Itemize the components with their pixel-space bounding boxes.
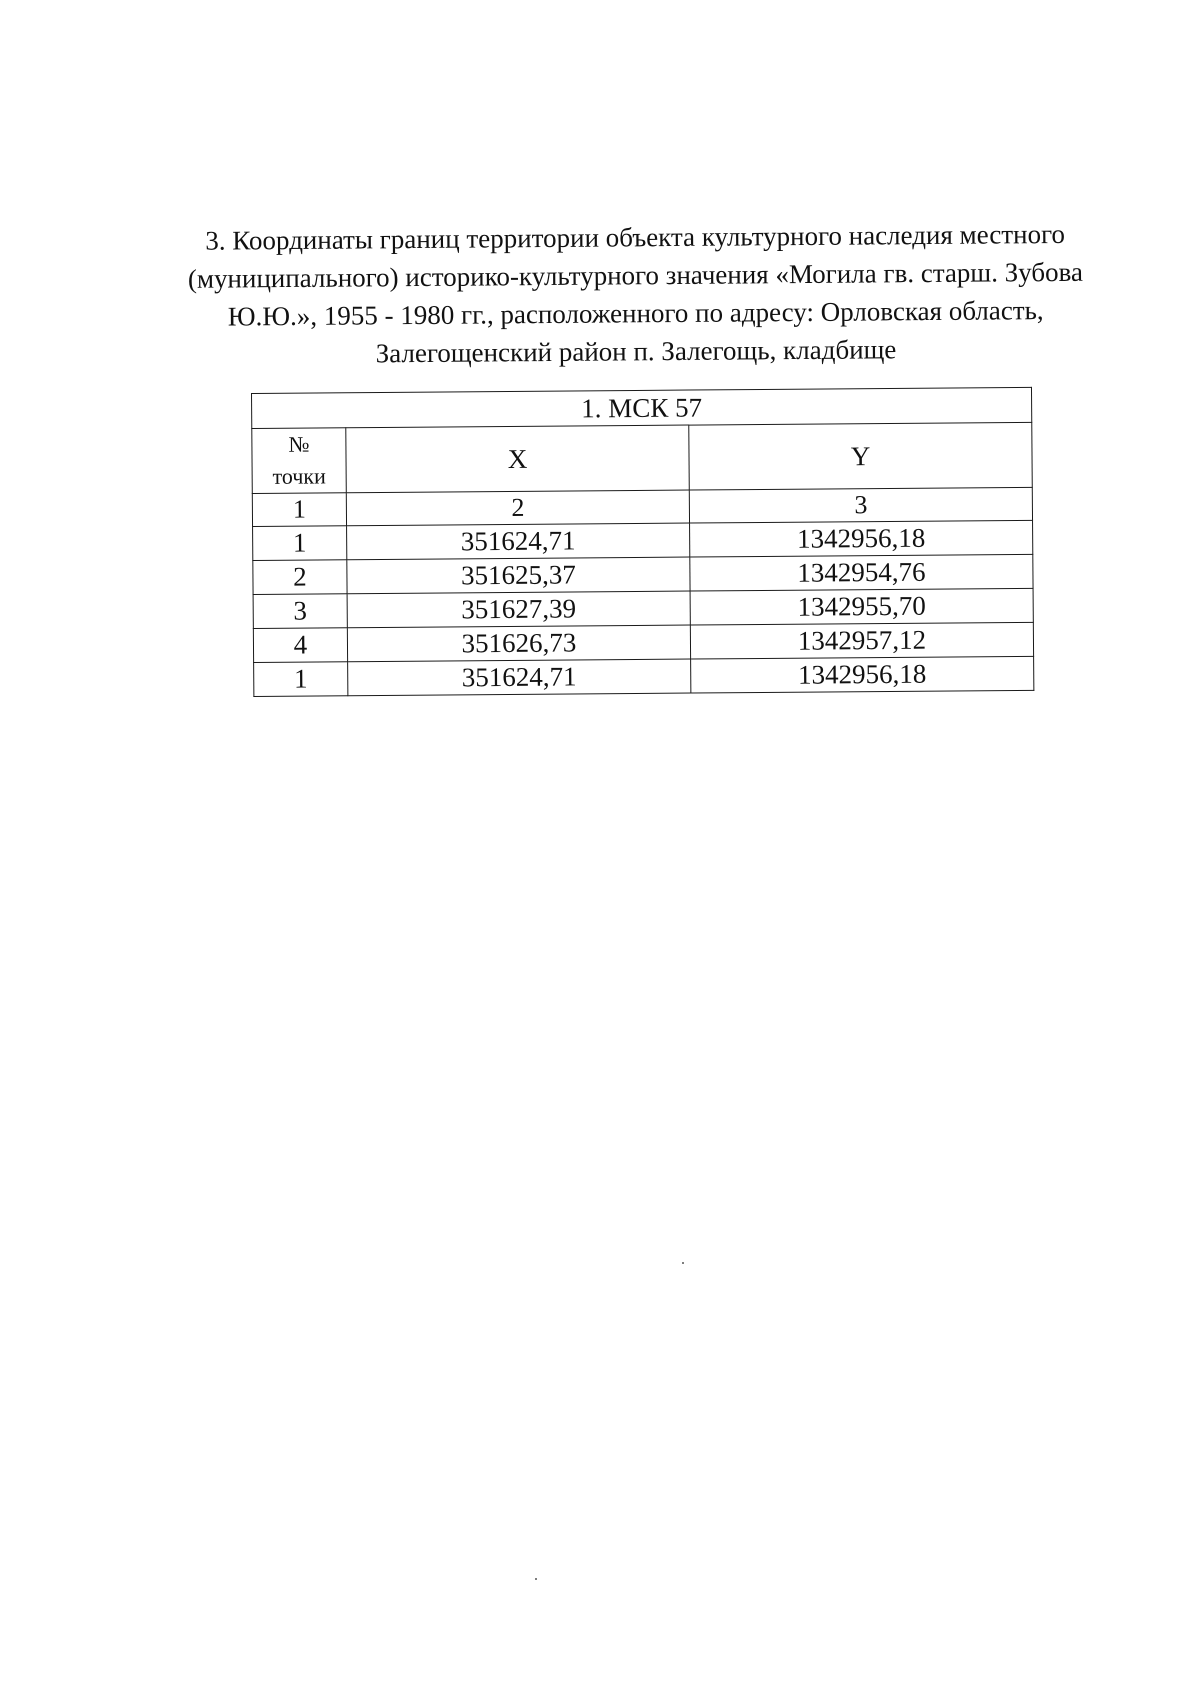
document-heading bbox=[165, 215, 1106, 374]
table-row bbox=[254, 656, 1034, 696]
heading-line-2: (муниципального) историко-культурного значения «Могила гв. старш. Зубова bbox=[187, 256, 1084, 294]
point-number-cell: 2 bbox=[253, 560, 347, 595]
x-coordinate-cell: 351627,39 bbox=[347, 591, 690, 628]
point-number-header-word: точки bbox=[272, 463, 326, 489]
x-coordinate-cell: 351624,71 bbox=[348, 659, 691, 696]
point-number-cell: 4 bbox=[253, 628, 347, 663]
heading-line-3: Ю.Ю.», 1955 - 1980 гг., расположенного по адресу: Орловская область, bbox=[227, 295, 1044, 332]
x-coordinate-cell: 351626,73 bbox=[347, 625, 690, 662]
column-index-cell: 3 bbox=[689, 487, 1032, 523]
column-index-cell: 2 bbox=[346, 490, 689, 526]
coordinates-table-wrapper bbox=[251, 387, 1033, 697]
scan-speck bbox=[682, 1262, 684, 1264]
table-header-row bbox=[252, 422, 1032, 493]
point-number-cell: 1 bbox=[254, 662, 348, 697]
x-column-header: X bbox=[346, 425, 689, 493]
column-index-cell: 1 bbox=[252, 493, 346, 527]
x-coordinate-cell: 351624,71 bbox=[347, 523, 690, 560]
scan-speck bbox=[535, 1578, 537, 1580]
point-number-cell: 3 bbox=[253, 594, 347, 629]
y-coordinate-cell: 1342956,18 bbox=[691, 656, 1034, 693]
point-number-header-symbol: № bbox=[288, 431, 310, 457]
coordinates-table bbox=[251, 387, 1034, 697]
y-column-header: Y bbox=[689, 422, 1032, 490]
y-coordinate-cell: 1342957,12 bbox=[690, 622, 1033, 659]
heading-line-1: 3. Координаты границ территории объекта культурного наследия местного bbox=[205, 218, 1066, 256]
point-number-header bbox=[252, 428, 347, 494]
y-coordinate-cell: 1342955,70 bbox=[690, 588, 1033, 625]
y-coordinate-cell: 1342956,18 bbox=[690, 520, 1033, 557]
y-coordinate-cell: 1342954,76 bbox=[690, 554, 1033, 591]
x-coordinate-cell: 351625,37 bbox=[347, 557, 690, 594]
coordinate-system-title: 1. МСК 57 bbox=[252, 387, 1032, 428]
point-number-cell: 1 bbox=[253, 526, 347, 561]
heading-line-4: Залегощенский район п. Залегощь, кладбище bbox=[375, 334, 897, 369]
